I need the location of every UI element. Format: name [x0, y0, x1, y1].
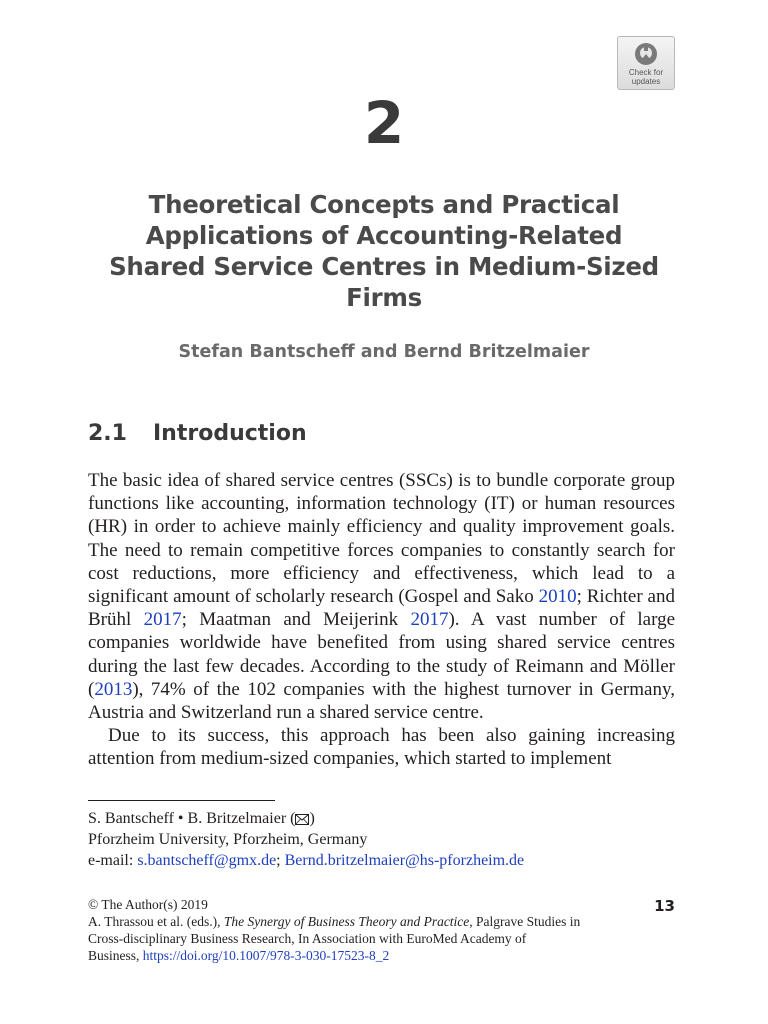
citation-line: Cross-disciplinary Business Research, In Association with EuroMed Academy of [88, 931, 527, 946]
citation-text: , Palgrave Studies in [469, 914, 581, 929]
chapter-title [84, 189, 684, 313]
badge-line-2: updates [631, 77, 661, 86]
badge-line-1: Check for [628, 68, 664, 77]
footnote-divider [88, 800, 275, 801]
paragraph-text: The basic idea of shared service centres (SSCs) is to bundle corporate group functions like accounting, information technology (IT) or human resources (HR) in order to achieve mainly efficiency and quality improvement goals. The need to remain competitive forces companies to constantly search for cost reductions, more efficiency and effectiveness, which lead to a significant amount of scholarly research (Gospel and Sako [88, 470, 675, 608]
paragraph-text: ), 74% of the 102 companies with the highest turnover in Germany, Austria and Switzerland run a shared service centre. [88, 678, 675, 724]
author-footnote [88, 808, 688, 871]
email-separator: ; [276, 852, 285, 869]
copyright-line: © The Author(s) 2019 [88, 897, 208, 912]
chapter-title-line: Firms [346, 283, 422, 312]
email-link-bantscheff[interactable]: s.bantscheff@gmx.de [137, 852, 277, 869]
footnote-authors: S. Bantscheff • B. Britzelmaier [88, 810, 287, 827]
chapter-title-line: Theoretical Concepts and Practical [148, 190, 620, 219]
paragraph-1 [88, 469, 675, 724]
section-title: Introduction [153, 421, 307, 446]
citation-text: Business, [88, 948, 143, 963]
footnote-authors-line: S. Bantscheff • B. Britzelmaier ( ) [88, 810, 315, 827]
paragraph-text: ). A vast number of large companies worldwide have benefited from using shared service centres during the last few decades. According to the study of Reimann and Möller ( [88, 609, 675, 700]
paragraph-2: Due to its success, this approach has been also gaining increasing attention from medium-sized companies, which started to implement [88, 725, 675, 770]
section-heading [88, 419, 307, 449]
footnote-affiliation: Pforzheim University, Pforzheim, Germany [88, 831, 368, 848]
paragraph-text: ; Maatman and Meijerink [181, 609, 411, 631]
chapter-title-line: Applications of Accounting-Related [145, 221, 623, 250]
citation-line [88, 947, 668, 964]
citation-link[interactable]: 2010 [538, 586, 577, 608]
email-link-britzelmaier[interactable]: Bernd.britzelmaier@hs-pforzheim.de [284, 852, 525, 869]
citation-link[interactable]: 2013 [94, 678, 133, 700]
check-for-updates-badge[interactable] [617, 36, 675, 90]
chapter-authors: Stefan Bantscheff and Bernd Britzelmaier [178, 342, 590, 362]
footnote-email-line [88, 850, 688, 871]
section-number: 2.1 [88, 421, 127, 446]
email-label: e-mail: [88, 852, 138, 869]
envelope-icon [295, 814, 309, 825]
citation-link[interactable]: 2017 [410, 609, 449, 631]
body-text [88, 469, 675, 771]
doi-link[interactable]: https://doi.org/10.1007/978-3-030-17523-8_2 [142, 948, 390, 963]
chapter-number: 2 [363, 89, 405, 157]
paragraph-text: ; Richter and Brühl [88, 586, 675, 631]
citation-text: A. Thrassou et al. (eds.), [88, 914, 224, 929]
page-number: 13 [654, 897, 675, 915]
citation-link[interactable]: 2017 [143, 609, 182, 631]
check-updates-icon [633, 41, 659, 67]
chapter-title-line: Shared Service Centres in Medium-Sized [109, 252, 659, 281]
book-title: The Synergy of Business Theory and Practice [223, 914, 470, 929]
copyright-block [88, 896, 668, 964]
citation-line [88, 913, 668, 930]
badge-text [618, 68, 674, 86]
